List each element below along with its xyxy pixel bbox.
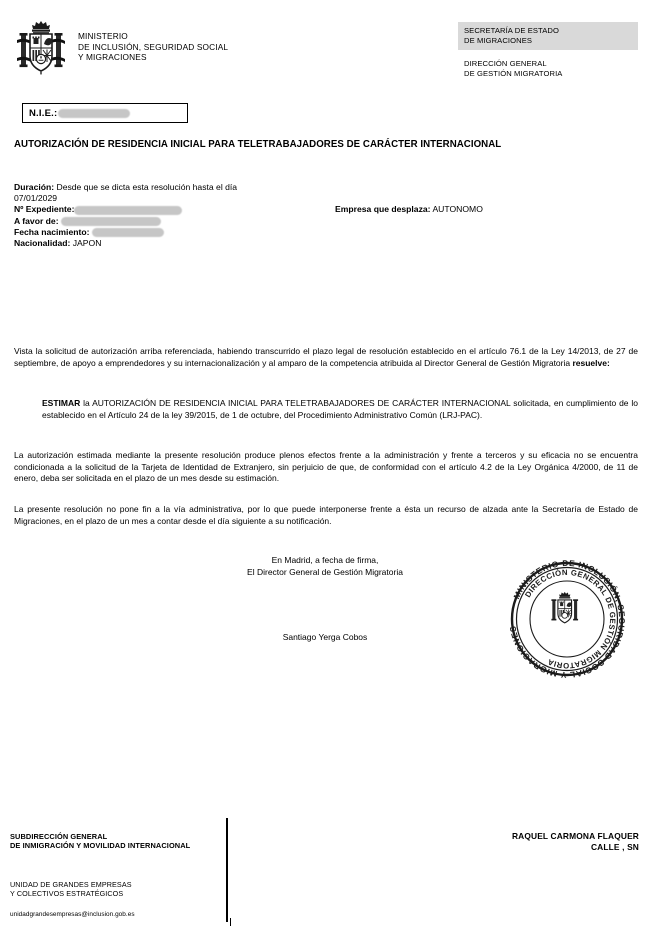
vista-resuelve: resuelve: bbox=[572, 357, 610, 368]
ministry-line-2: DE INCLUSIÓN, SEGURIDAD SOCIAL bbox=[78, 41, 229, 52]
recipient-street: CALLE , SN bbox=[590, 842, 639, 852]
field-duracion-date bbox=[14, 193, 639, 204]
nacionalidad-value: JAPON bbox=[70, 238, 102, 249]
footer-subdireccion bbox=[10, 832, 190, 851]
nie-label: N.I.E.: bbox=[29, 107, 58, 119]
signature-place bbox=[180, 555, 470, 578]
estimar-keyword: ESTIMAR bbox=[42, 398, 81, 408]
duracion-date: 07/01/2029 bbox=[14, 193, 58, 204]
footer-unidad bbox=[10, 880, 132, 898]
resolution-fields bbox=[14, 182, 639, 249]
fecha-nacimiento-label: Fecha nacimiento: bbox=[14, 226, 90, 237]
recipient-name: RAQUEL CARMONA FLAQUER bbox=[511, 831, 639, 841]
paragraph-autorizacion: La autorización estimada mediante la presente resolución produce plenos efectos frente a la administración y frente a terceros y su eficacia no se encuentra condicionada a la solicitud de la Tarjeta de Identidad de Extranjero, sin perjuicio de que, de conformidad con el artículo 4.2 de la Ley Orgánica 4/2000, de 11 de enero, deba ser solicitada en el plazo de un mes desde su estimación. bbox=[14, 450, 638, 484]
footer-email[interactable]: unidadgrandesempresas@inclusion.gob.es bbox=[10, 911, 135, 918]
recipient-address bbox=[512, 831, 639, 853]
expediente-label: Nº Expediente: bbox=[14, 204, 75, 215]
empresa-value: AUTONOMO bbox=[430, 204, 483, 215]
footer-unidad-line-2: Y COLECTIVOS ESTRATÉGICOS bbox=[10, 889, 124, 899]
page-title: AUTORIZACIÓN DE RESIDENCIA INICIAL PARA TELETRABAJADORES DE CARÁCTER INTERNACIONAL bbox=[14, 139, 502, 150]
fecha-nacimiento-value-redacted bbox=[92, 228, 164, 237]
footer-divider bbox=[226, 818, 228, 922]
svg-text:MINISTERIO DE INCLUSIÓN, SEGUR: MINISTERIO DE INCLUSIÓN, SEGURIDAD SOCIAL Y MIGRACIONES · bbox=[506, 557, 628, 680]
ministry-name bbox=[78, 31, 228, 63]
empresa-label: Empresa que desplaza: bbox=[335, 204, 431, 215]
direccion-line-2: DE GESTIÓN MIGRATORIA bbox=[464, 68, 563, 78]
field-duracion bbox=[14, 182, 639, 193]
field-fecha-nacimiento bbox=[14, 227, 639, 238]
secretaria-line-1: SECRETARÍA DE ESTADO bbox=[464, 26, 559, 35]
nie-box bbox=[22, 103, 188, 123]
field-nacionalidad bbox=[14, 238, 639, 249]
signature-place-line-1: En Madrid, a fecha de firma, bbox=[271, 555, 379, 565]
field-empresa bbox=[335, 204, 483, 215]
vista-text: Vista la solicitud de autorización arriba referenciada, habiendo transcurrido el plazo legal de resolución establecido en el artículo 76.1 de la Ley 14/2013, de 27 de septiembre, de apoyo a emprendedores y su internacionalización y al amparo de la competencia atribuida al Director General de Gestión Migratoria bbox=[14, 346, 638, 368]
nie-value-redacted bbox=[58, 109, 130, 118]
paragraph-estimar bbox=[42, 398, 638, 421]
svg-text:DIRECCIÓN GENERAL DE GESTIÓN M: DIRECCIÓN GENERAL DE GESTIÓN MIGRATORIA bbox=[523, 567, 618, 671]
signatory-name: Santiago Yerga Cobos bbox=[282, 632, 368, 642]
expediente-value-redacted bbox=[74, 206, 182, 215]
favor-label: A favor de: bbox=[14, 215, 59, 226]
duracion-label: Duración: bbox=[14, 182, 55, 192]
ministry-header bbox=[14, 18, 228, 80]
ministry-line-1: MINISTERIO bbox=[78, 31, 128, 41]
direccion-general-block bbox=[458, 59, 638, 78]
duracion-value: Desde que se dicta esta resolución hasta el día bbox=[54, 182, 238, 192]
footer-divider-tick bbox=[230, 918, 231, 926]
spain-coat-of-arms-icon bbox=[14, 18, 68, 80]
estimar-text: la AUTORIZACIÓN DE RESIDENCIA INICIAL PARA TELETRABAJADORES DE CARÁCTER INTERNACIONAL solicitada, en cumplimiento de lo establecido en el Artículo 24 de la ley 39/2015, de 1 de octubre, del Procedimiento Administrativo Común (LRJ-PAC). bbox=[42, 398, 638, 420]
paragraph-vista bbox=[14, 346, 638, 369]
field-a-favor-de bbox=[14, 216, 639, 227]
signature-place-line-2: El Director General de Gestión Migratoria bbox=[247, 566, 403, 577]
paragraph-recurso: La presente resolución no pone fin a la vía administrativa, por lo que puede interponerse frente a ésta un recurso de alzada ante la Secretaría de Estado de Migraciones, en el plazo de un mes a contar desde el día siguiente a su notificación. bbox=[14, 504, 638, 526]
official-round-stamp-icon bbox=[500, 552, 634, 680]
favor-value-redacted bbox=[61, 217, 161, 226]
footer-subdireccion-line-2: DE INMIGRACIÓN Y MOVILIDAD INTERNACIONAL bbox=[10, 841, 191, 851]
direccion-line-1: DIRECCIÓN GENERAL bbox=[464, 59, 547, 69]
secretaria-de-estado-block bbox=[458, 22, 638, 50]
footer-subdireccion-line-1: SUBDIRECCIÓN GENERAL bbox=[10, 832, 108, 841]
field-expediente bbox=[14, 204, 639, 215]
footer-unidad-line-1: UNIDAD DE GRANDES EMPRESAS bbox=[10, 880, 132, 889]
nacionalidad-label: Nacionalidad: bbox=[14, 238, 71, 249]
ministry-line-3: Y MIGRACIONES bbox=[78, 52, 147, 63]
secretaria-line-2: DE MIGRACIONES bbox=[464, 35, 533, 45]
department-header bbox=[458, 22, 638, 78]
